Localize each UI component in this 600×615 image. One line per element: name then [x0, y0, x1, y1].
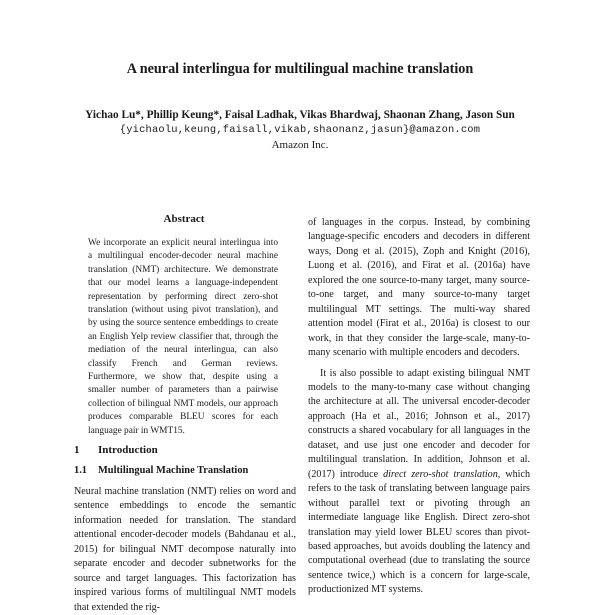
paragraph-multilingual-settings: of languages in the corpus. Instead, by combining language-specific encoders and decoders in different ways, Dong et al. (2015), Zoph and Knight (2016), Luong et al. (2016), and Firat et al. (2016a) have explored the one source-to-many target, many source-to-one target, and many source-to-many target multilingual MT settings. The multi-way shared attention model (Firat et al., 2016a) is closest to our work, in that they consider the large-scale, many-to-many scenario with multiple encoders and decoders.	[308, 217, 530, 359]
author-emails: {yichaolu,keung,faisall,vikab,shaonanz,jasun}@amazon.com	[119, 124, 481, 136]
subsection-title: Multilingual Machine Translation	[98, 465, 249, 476]
paper-title: A neural interlingua for multilingual machine translation	[126, 61, 474, 77]
abstract-body: We incorporate an explicit neural interlingua into a multilingual encoder-decoder neural machine translation (NMT) architecture. We demonstrate that our model learns a language-independent representation by performing direct zero-shot translation (without using pivot translation), and by using the source sentence embeddings to create an English Yelp review classifier that, through the mediation of the neural interlingua, can also classify French and German reviews. Furthermore, we show that, despite using a smaller number of parameters than a pairwise collection of bilingual NMT models, our approach produces comparable BLEU scores for each language pair in WMT15.	[88, 238, 278, 436]
affiliation: Amazon Inc.	[271, 139, 329, 151]
left-column-body	[74, 485, 296, 615]
paragraph-zero-shot	[308, 367, 530, 598]
author-list: Yichao Lu*, Phillip Keung*, Faisal Ladhak, Vikas Bhardwaj, Shaonan Zhang, Jason Sun	[85, 109, 515, 121]
section-title: Introduction	[98, 444, 158, 456]
right-column-body	[308, 216, 530, 598]
section-heading-introduction	[74, 444, 158, 456]
zero-shot-text-a: It is also possible to adapt existing bilingual NMT models to the many-to-many case without changing the architecture at all. The universal encoder-decoder approach (Ha et al., 2016; Johnson et al., 2017) constructs a shared vocabulary for all languages in the dataset, and use just one encoder and decoder for multilingual translation. In addition, Johnson et al. (2017) introduce	[308, 367, 530, 480]
zero-shot-term: direct zero-shot translation	[383, 468, 498, 480]
subsection-heading	[74, 465, 248, 476]
intro-paragraph: Neural machine translation (NMT) relies on word and sentence embeddings to encode the semantic information needed for translation. The standard attentional encoder-decoder models (Bahdanau et al., 2015) for bilingual NMT decompose naturally into separate encoder and decoder subnetworks for the source and target languages. This factorization has inspired various forms of multilingual NMT models that extended the rig-	[74, 486, 296, 613]
abstract-heading: Abstract	[163, 213, 205, 225]
section-number: 1	[74, 444, 80, 456]
subsection-number: 1.1	[74, 465, 87, 476]
zero-shot-text-b: , which refers to the task of translating between language pairs without parallel text or pivoting through an intermediate language like English. Direct zero-shot translation may yield lower BLEU scores than pivot-based approaches, but avoids doubling the latency and computational overhead (due to translating the source sentence twice,) which is a concern for large-scale, productionized MT systems.	[308, 468, 530, 596]
